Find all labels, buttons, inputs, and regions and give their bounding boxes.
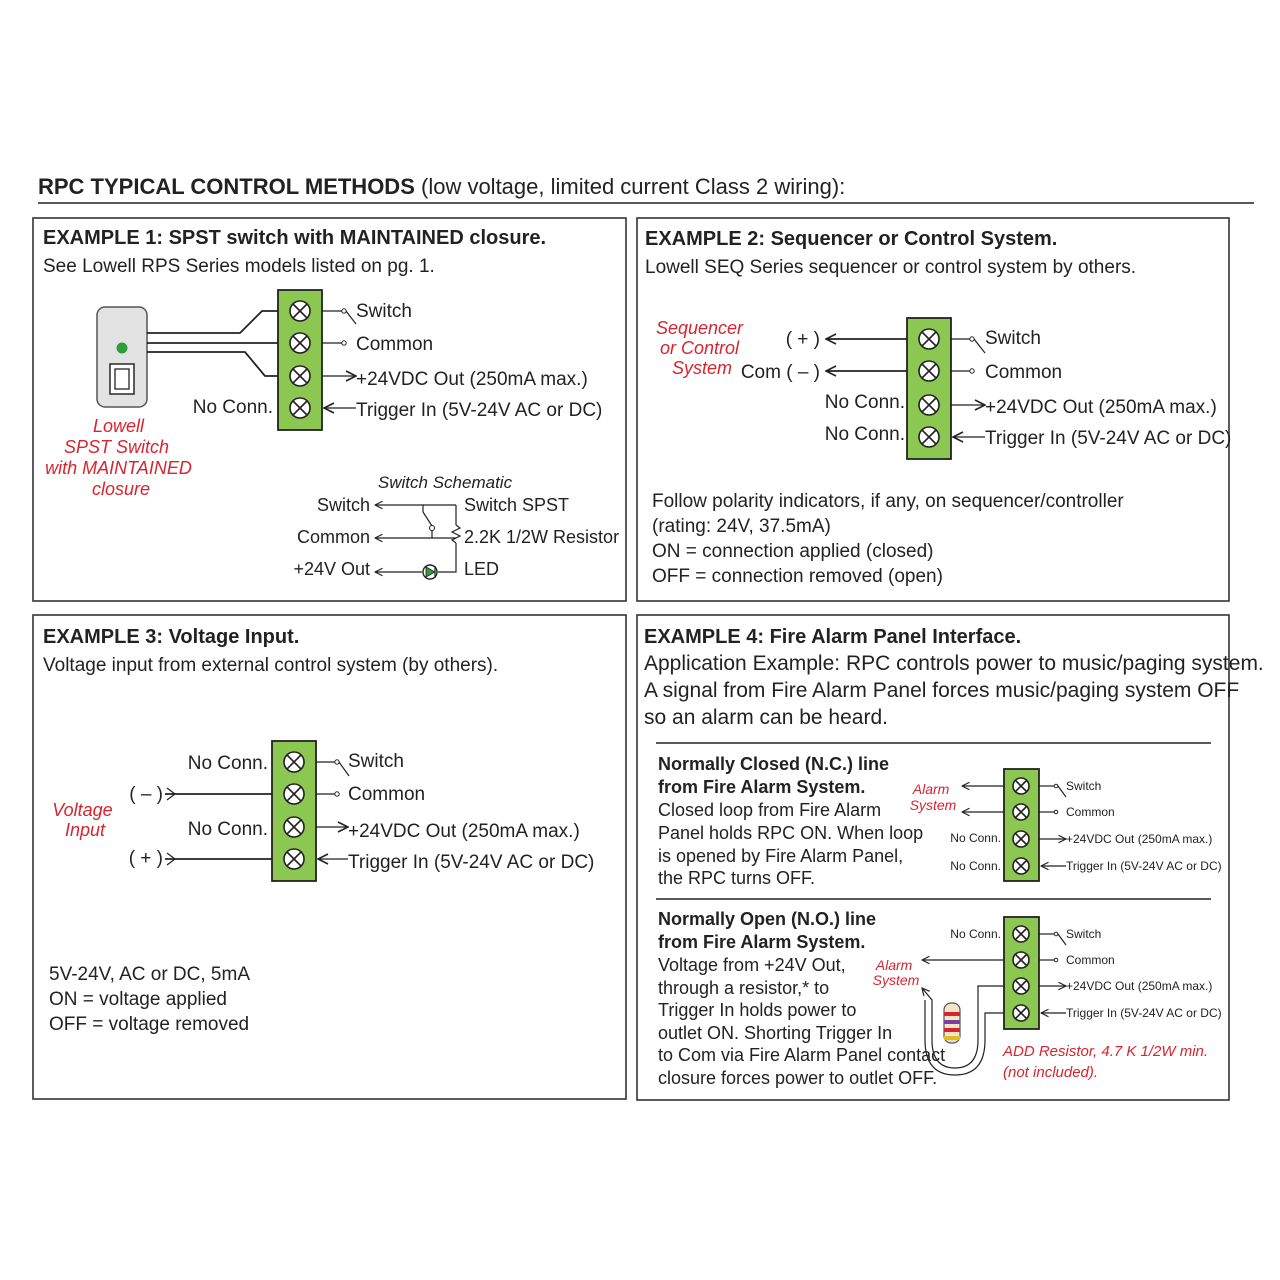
terminal-screw	[919, 329, 939, 349]
label-switch: Switch	[985, 328, 1041, 349]
label-common: Common	[985, 362, 1063, 383]
label-24vdc-out: +24VDC Out (250mA max.)	[1066, 979, 1213, 993]
label-trigger-in: Trigger In (5V-24V AC or DC)	[356, 400, 603, 421]
label-no-conn: No Conn.	[950, 859, 1001, 873]
label-no-conn: No Conn.	[824, 392, 905, 413]
label-no-conn: No Conn.	[187, 819, 268, 840]
no-heading: Normally Open (N.O.) line from Fire Alarm System.	[658, 909, 877, 952]
terminal-leads-ex4-nc	[1039, 784, 1066, 866]
schematic-switch-label: Switch	[316, 495, 370, 515]
terminal-screw	[919, 395, 939, 415]
schematic-title: Switch Schematic	[377, 473, 513, 492]
polarity-plus: ( + )	[128, 848, 163, 869]
label-no-conn: No Conn.	[192, 397, 273, 418]
label-trigger-in: Trigger In (5V-24V AC or DC)	[1066, 859, 1222, 873]
terminal-screw	[1013, 952, 1029, 968]
terminal-screw	[1013, 778, 1029, 794]
label-common: Common	[1066, 805, 1115, 819]
example-2-subtitle: Lowell SEQ Series sequencer or control system by others.	[645, 257, 1137, 278]
switch-schematic-drawing	[375, 505, 460, 579]
schematic-resistor-label: 2.2K 1/2W Resistor	[464, 527, 620, 547]
terminal-screw	[1013, 926, 1029, 942]
page-title: RPC TYPICAL CONTROL METHODS (low voltage, limited current Class 2 wiring):	[38, 174, 846, 199]
label-common: Common	[348, 784, 426, 805]
example-3-notes: 5V-24V, AC or DC, 5mA ON = voltage applied OFF = voltage removed	[49, 964, 250, 1035]
terminal-screw	[284, 849, 304, 869]
label-switch: Switch	[348, 751, 404, 772]
terminal-screw	[1013, 858, 1029, 874]
label-switch: Switch	[1066, 779, 1102, 793]
terminal-screw	[1013, 978, 1029, 994]
polarity-com: Com ( – )	[740, 362, 820, 383]
lowell-spst-switch-device	[97, 307, 147, 407]
terminal-screw	[1013, 1005, 1029, 1021]
label-no-conn: No Conn.	[824, 424, 905, 445]
terminal-screw	[1013, 804, 1029, 820]
polarity-plus: ( + )	[785, 329, 820, 350]
example-2-title: EXAMPLE 2: Sequencer or Control System.	[645, 228, 1058, 250]
schematic-spst-label: Switch SPST	[464, 495, 570, 515]
example-3-subtitle: Voltage input from external control system (by others).	[43, 655, 499, 676]
resistor-note: ADD Resistor, 4.7 K 1/2W min. (not included).	[1003, 1043, 1209, 1081]
nc-body: Closed loop from Fire Alarm Panel holds RPC ON. When loop is opened by Fire Alarm Panel, the RPC turns OFF.	[658, 800, 924, 888]
example-4-intro: Application Example: RPC controls power to music/paging system. A signal from Fire Alarm Panel forces music/paging system OFF so an alarm can be heard.	[644, 652, 1264, 729]
terminal-screw	[1013, 831, 1029, 847]
nc-heading: Normally Closed (N.C.) line from Fire Alarm System.	[658, 754, 890, 797]
label-no-conn: No Conn.	[187, 753, 268, 774]
voltage-input-label: Voltage Input	[52, 800, 113, 840]
label-24vdc-out: +24VDC Out (250mA max.)	[985, 397, 1217, 418]
schematic-common-label: Common	[296, 527, 370, 547]
no-body: Voltage from +24V Out, through a resistor,* to Trigger In holds power to outlet ON. Shorting Trigger In to Com via Fire Alarm Panel contact closure forces power to outlet OFF.	[658, 955, 946, 1088]
label-switch: Switch	[1066, 927, 1102, 941]
schematic-led-label: LED	[464, 559, 500, 579]
terminal-screw	[290, 366, 310, 386]
label-trigger-in: Trigger In (5V-24V AC or DC)	[348, 852, 595, 873]
terminal-screw	[919, 427, 939, 447]
nc-alarm-wires	[962, 786, 1004, 812]
example-1-title: EXAMPLE 1: SPST switch with MAINTAINED closure.	[43, 227, 547, 249]
terminal-screw	[284, 817, 304, 837]
example-1-subtitle: See Lowell RPS Series models listed on pg. 1.	[43, 256, 435, 277]
sequencer-wires	[826, 339, 907, 371]
terminal-screw	[290, 301, 310, 321]
label-24vdc-out: +24VDC Out (250mA max.)	[356, 369, 588, 390]
terminal-screw	[290, 398, 310, 418]
example-3-title: EXAMPLE 3: Voltage Input.	[43, 626, 300, 648]
label-no-conn: No Conn.	[950, 831, 1001, 845]
terminal-screw	[290, 333, 310, 353]
label-switch: Switch	[356, 301, 412, 322]
switch-wires	[147, 311, 278, 376]
device-label: Lowell SPST Switch with MAINTAINED closure	[45, 416, 192, 499]
terminal-leads-ex2	[951, 337, 985, 437]
polarity-minus: ( – )	[129, 784, 163, 805]
label-common: Common	[356, 334, 434, 355]
label-24vdc-out: +24VDC Out (250mA max.)	[348, 821, 580, 842]
label-common: Common	[1066, 953, 1115, 967]
terminal-screw	[919, 361, 939, 381]
sequencer-label: Sequencer or Control System	[655, 318, 744, 378]
example-2-notes: Follow polarity indicators, if any, on sequencer/controller (rating: 24V, 37.5mA) ON = connection applied (closed) OFF = connection removed (open)	[652, 491, 1124, 587]
terminal-leads-ex3	[316, 760, 349, 859]
nc-alarm-label: Alarm System	[909, 781, 957, 813]
terminal-screw	[284, 784, 304, 804]
resistor-icon	[944, 1003, 960, 1043]
terminal-leads-ex4-no	[1039, 932, 1066, 1013]
label-24vdc-out: +24VDC Out (250mA max.)	[1066, 832, 1213, 846]
example-4-title: EXAMPLE 4: Fire Alarm Panel Interface.	[644, 626, 1022, 648]
terminal-leads-ex1	[322, 309, 356, 408]
schematic-24v-label: +24V Out	[293, 559, 370, 579]
label-no-conn: No Conn.	[950, 927, 1001, 941]
terminal-screw	[284, 752, 304, 772]
label-trigger-in: Trigger In (5V-24V AC or DC)	[1066, 1006, 1222, 1020]
label-trigger-in: Trigger In (5V-24V AC or DC)	[985, 428, 1232, 449]
no-alarm-label: Alarm System	[872, 957, 920, 988]
